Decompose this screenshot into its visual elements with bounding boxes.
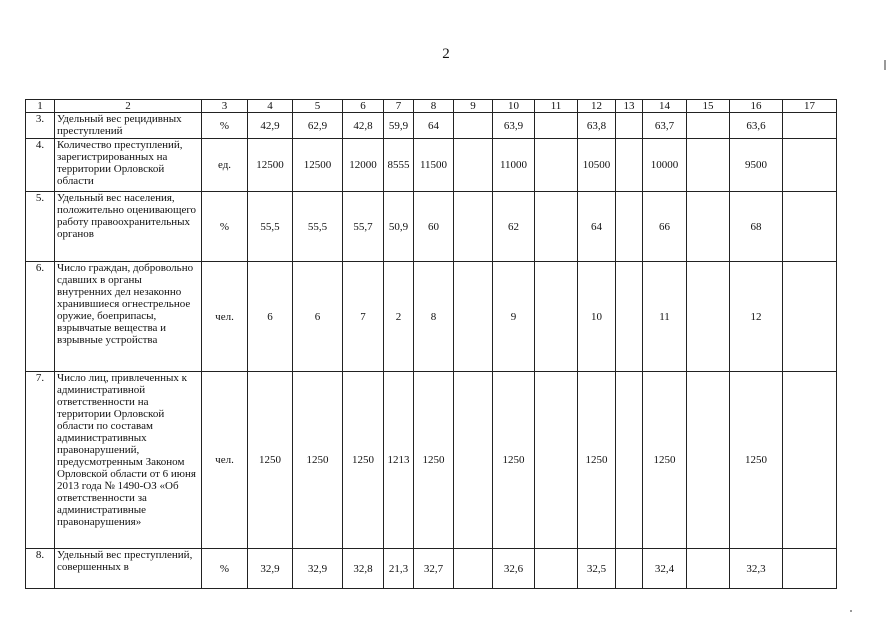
- value-cell: [616, 549, 643, 589]
- value-cell: 64: [414, 113, 454, 139]
- value-cell: [687, 139, 730, 192]
- row-number: 6.: [26, 262, 55, 372]
- unit-cell: ед.: [202, 139, 248, 192]
- indicator-name: Число граждан, добровольно сдавших в органы внутренних дел незаконно хранившиеся огнестрельное оружие, боеприпасы, взрывчатые вещества и взрывные устройства: [55, 262, 202, 372]
- indicator-name: Удельный вес населения, положительно оценивающего работу правоохранительных органов: [55, 192, 202, 262]
- value-cell: [454, 549, 493, 589]
- value-cell: 8: [414, 262, 454, 372]
- column-number: 11: [535, 100, 578, 113]
- value-cell: [783, 262, 837, 372]
- value-cell: 32,5: [578, 549, 616, 589]
- value-cell: [535, 372, 578, 549]
- value-cell: 1250: [414, 372, 454, 549]
- value-cell: 55,5: [293, 192, 343, 262]
- value-cell: [454, 139, 493, 192]
- value-cell: 42,9: [248, 113, 293, 139]
- value-cell: 10500: [578, 139, 616, 192]
- value-cell: [616, 113, 643, 139]
- value-cell: 66: [643, 192, 687, 262]
- page-number: 2: [442, 46, 450, 62]
- unit-cell: %: [202, 549, 248, 589]
- unit-cell: чел.: [202, 372, 248, 549]
- value-cell: [687, 113, 730, 139]
- value-cell: [454, 192, 493, 262]
- value-cell: 64: [578, 192, 616, 262]
- value-cell: 68: [730, 192, 783, 262]
- value-cell: [687, 372, 730, 549]
- value-cell: 1250: [293, 372, 343, 549]
- value-cell: 11000: [493, 139, 535, 192]
- value-cell: 60: [414, 192, 454, 262]
- unit-cell: %: [202, 113, 248, 139]
- table-row: [26, 113, 837, 139]
- column-number: 14: [643, 100, 687, 113]
- table-row: [26, 262, 837, 372]
- value-cell: 9: [493, 262, 535, 372]
- value-cell: [616, 192, 643, 262]
- table-row: [26, 139, 837, 192]
- indicator-name: Количество преступлений, зарегистрированных на территории Орловской области: [55, 139, 202, 192]
- value-cell: 59,9: [384, 113, 414, 139]
- value-cell: 50,9: [384, 192, 414, 262]
- value-cell: 10000: [643, 139, 687, 192]
- value-cell: 12: [730, 262, 783, 372]
- column-number: 10: [493, 100, 535, 113]
- value-cell: 63,9: [493, 113, 535, 139]
- value-cell: 62,9: [293, 113, 343, 139]
- column-number: 13: [616, 100, 643, 113]
- value-cell: 55,5: [248, 192, 293, 262]
- value-cell: [535, 192, 578, 262]
- column-number: 5: [293, 100, 343, 113]
- value-cell: 1250: [730, 372, 783, 549]
- value-cell: 63,8: [578, 113, 616, 139]
- value-cell: 62: [493, 192, 535, 262]
- value-cell: 12000: [343, 139, 384, 192]
- value-cell: 32,9: [248, 549, 293, 589]
- value-cell: 63,7: [643, 113, 687, 139]
- column-number: 8: [414, 100, 454, 113]
- column-number: 1: [26, 100, 55, 113]
- value-cell: [535, 262, 578, 372]
- value-cell: 6: [293, 262, 343, 372]
- unit-cell: %: [202, 192, 248, 262]
- value-cell: 11: [643, 262, 687, 372]
- column-number: 2: [55, 100, 202, 113]
- value-cell: 32,7: [414, 549, 454, 589]
- row-number: 8.: [26, 549, 55, 589]
- value-cell: 32,8: [343, 549, 384, 589]
- value-cell: 1213: [384, 372, 414, 549]
- value-cell: [687, 549, 730, 589]
- value-cell: 32,3: [730, 549, 783, 589]
- value-cell: 7: [343, 262, 384, 372]
- value-cell: 11500: [414, 139, 454, 192]
- value-cell: [454, 113, 493, 139]
- value-cell: 32,4: [643, 549, 687, 589]
- value-cell: 1250: [578, 372, 616, 549]
- indicator-name: Число лиц, привлеченных к административной ответственности на территории Орловской области по составам административных правонарушений, предусмотренным Законом Орловской области от 6 июня 2013 года № 1490-ОЗ «Об ответственности за административные правонарушения»: [55, 372, 202, 549]
- value-cell: 9500: [730, 139, 783, 192]
- table-row: [26, 192, 837, 262]
- value-cell: 55,7: [343, 192, 384, 262]
- row-number: 5.: [26, 192, 55, 262]
- value-cell: [616, 372, 643, 549]
- row-number: 3.: [26, 113, 55, 139]
- table-row: [26, 549, 837, 589]
- value-cell: 32,6: [493, 549, 535, 589]
- column-number: 4: [248, 100, 293, 113]
- column-number: 7: [384, 100, 414, 113]
- value-cell: [535, 549, 578, 589]
- value-cell: 1250: [248, 372, 293, 549]
- value-cell: 1250: [643, 372, 687, 549]
- value-cell: [535, 139, 578, 192]
- value-cell: [783, 139, 837, 192]
- table-row: [26, 372, 837, 549]
- row-number: 4.: [26, 139, 55, 192]
- value-cell: [783, 549, 837, 589]
- column-number: 3: [202, 100, 248, 113]
- column-number: 17: [783, 100, 837, 113]
- indicator-name: Удельный вес рецидивных преступлений: [55, 113, 202, 139]
- value-cell: 1250: [343, 372, 384, 549]
- value-cell: [616, 139, 643, 192]
- value-cell: 21,3: [384, 549, 414, 589]
- scan-speck: [850, 610, 852, 612]
- column-number: 9: [454, 100, 493, 113]
- value-cell: 42,8: [343, 113, 384, 139]
- value-cell: [783, 113, 837, 139]
- value-cell: [454, 262, 493, 372]
- column-number: 16: [730, 100, 783, 113]
- value-cell: [616, 262, 643, 372]
- indicators-table: [25, 99, 837, 589]
- value-cell: [535, 113, 578, 139]
- column-number: 15: [687, 100, 730, 113]
- value-cell: [783, 372, 837, 549]
- value-cell: 2: [384, 262, 414, 372]
- value-cell: 12500: [293, 139, 343, 192]
- indicator-name: Удельный вес преступлений, совершенных в: [55, 549, 202, 589]
- value-cell: [783, 192, 837, 262]
- scan-edge-mark: [884, 60, 886, 70]
- column-number-row: [26, 100, 837, 113]
- column-number: 12: [578, 100, 616, 113]
- value-cell: 12500: [248, 139, 293, 192]
- value-cell: 10: [578, 262, 616, 372]
- value-cell: 63,6: [730, 113, 783, 139]
- value-cell: 32,9: [293, 549, 343, 589]
- value-cell: 6: [248, 262, 293, 372]
- value-cell: 1250: [493, 372, 535, 549]
- value-cell: [454, 372, 493, 549]
- value-cell: 8555: [384, 139, 414, 192]
- value-cell: [687, 192, 730, 262]
- value-cell: [687, 262, 730, 372]
- unit-cell: чел.: [202, 262, 248, 372]
- row-number: 7.: [26, 372, 55, 549]
- column-number: 6: [343, 100, 384, 113]
